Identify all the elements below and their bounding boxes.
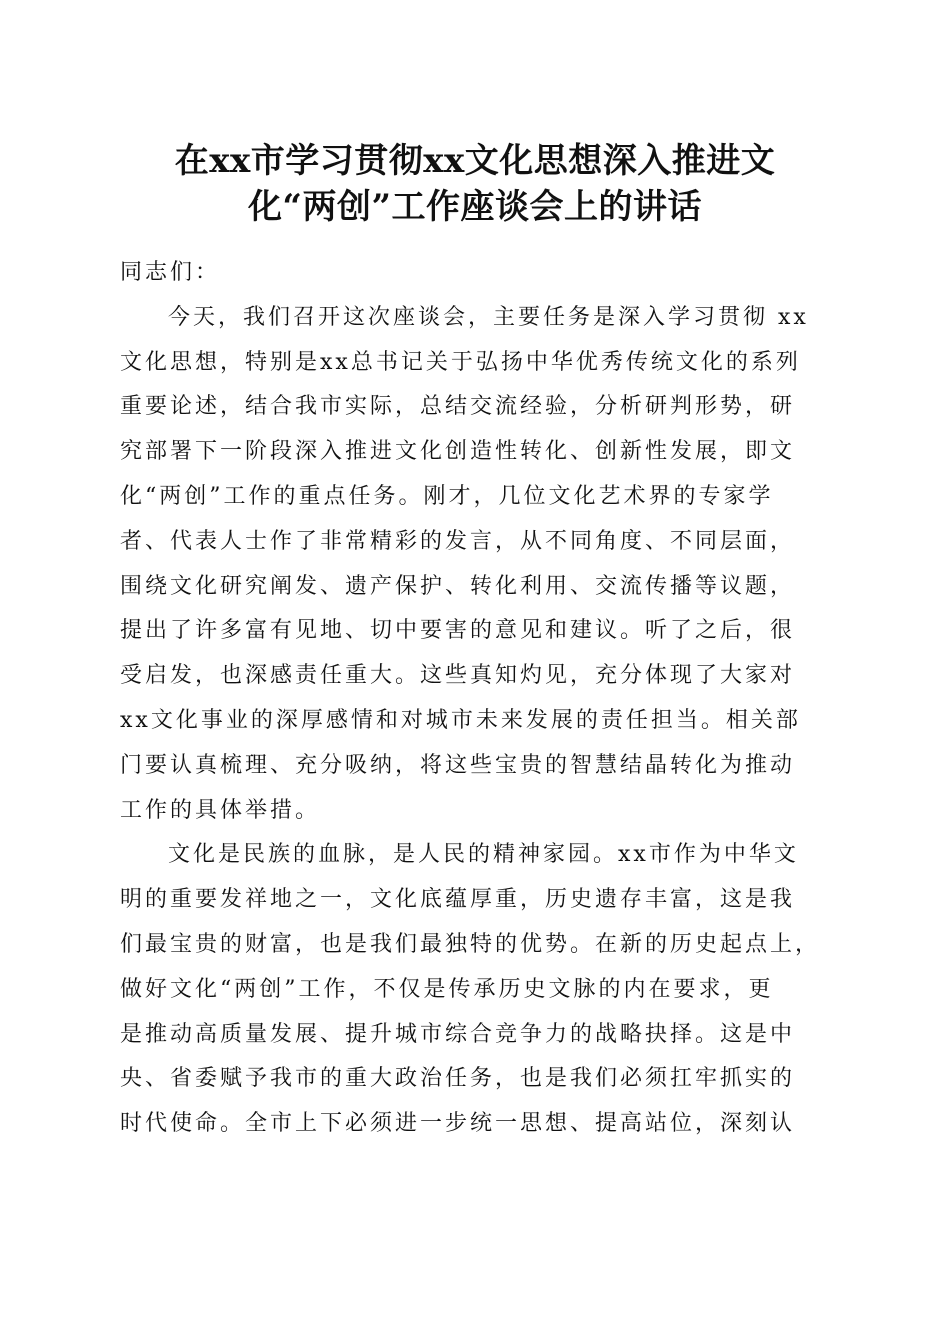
paragraph-line: 做好文化“两创”工作，不仅是传承历史文脉的内在要求，更 xyxy=(120,976,774,1002)
paragraph-line: 们最宝贵的财富，也是我们最独特的优势。在新的历史起点上， xyxy=(120,931,821,957)
paragraph-line: 文化思想，特别是xx总书记关于弘扬中华优秀传统文化的系列 xyxy=(120,349,801,375)
paragraph-line: 重要论述，结合我市实际，总结交流经验，分析研判形势，研 xyxy=(120,394,796,420)
paragraph-line: 围绕文化研究阐发、遗产保护、转化利用、交流传播等议题， xyxy=(120,573,796,599)
document-body xyxy=(120,251,832,1147)
paragraph-line: 受启发，也深感责任重大。这些真知灼见，充分体现了大家对 xyxy=(120,663,796,689)
paragraph-line: 时代使命。全市上下必须进一步统一思想、提高站位，深刻认 xyxy=(120,1111,796,1137)
paragraph-line: 门要认真梳理、充分吸纳，将这些宝贵的智慧结晶转化为推动 xyxy=(120,752,796,778)
document-title xyxy=(100,138,850,230)
paragraph-line: 工作的具体举措。 xyxy=(120,797,321,823)
paragraph-line: 者、代表人士作了非常精彩的发言，从不同角度、不同层面， xyxy=(120,528,796,554)
paragraph-line: 是推动高质量发展、提升城市综合竞争力的战略抉择。这是中 xyxy=(120,1021,796,1047)
paragraph-line: 化“两创”工作的重点任务。刚才，几位文化艺术界的专家学 xyxy=(120,483,774,509)
paragraph-line: 央、省委赋予我市的重大政治任务，也是我们必须扛牢抓实的 xyxy=(120,1066,796,1092)
paragraph-line: xx文化事业的深厚感情和对城市未来发展的责任担当。相关部 xyxy=(120,707,801,733)
salutation: 同志们： xyxy=(120,260,221,285)
title-line-1: 在xx市学习贯彻xx文化思想深入推进文 xyxy=(174,141,776,181)
paragraph-2 xyxy=(120,833,832,1147)
paragraph-line: 究部署下一阶段深入推进文化创造性转化、创新性发展，即文 xyxy=(120,439,796,465)
paragraph-line: 明的重要发祥地之一，文化底蕴厚重，历史遗存丰富，这是我 xyxy=(120,887,796,913)
paragraph-line: 文化是民族的血脉，是人民的精神家园。xx市作为中华文 xyxy=(168,842,799,868)
paragraph-line: 提出了许多富有见地、切中要害的意见和建议。听了之后，很 xyxy=(120,618,796,644)
title-line-2: 化“两创”工作座谈会上的讲话 xyxy=(247,187,703,227)
paragraph-1 xyxy=(120,296,832,834)
paragraph-line: 今天，我们召开这次座谈会，主要任务是深入学习贯彻 xx xyxy=(168,304,809,330)
